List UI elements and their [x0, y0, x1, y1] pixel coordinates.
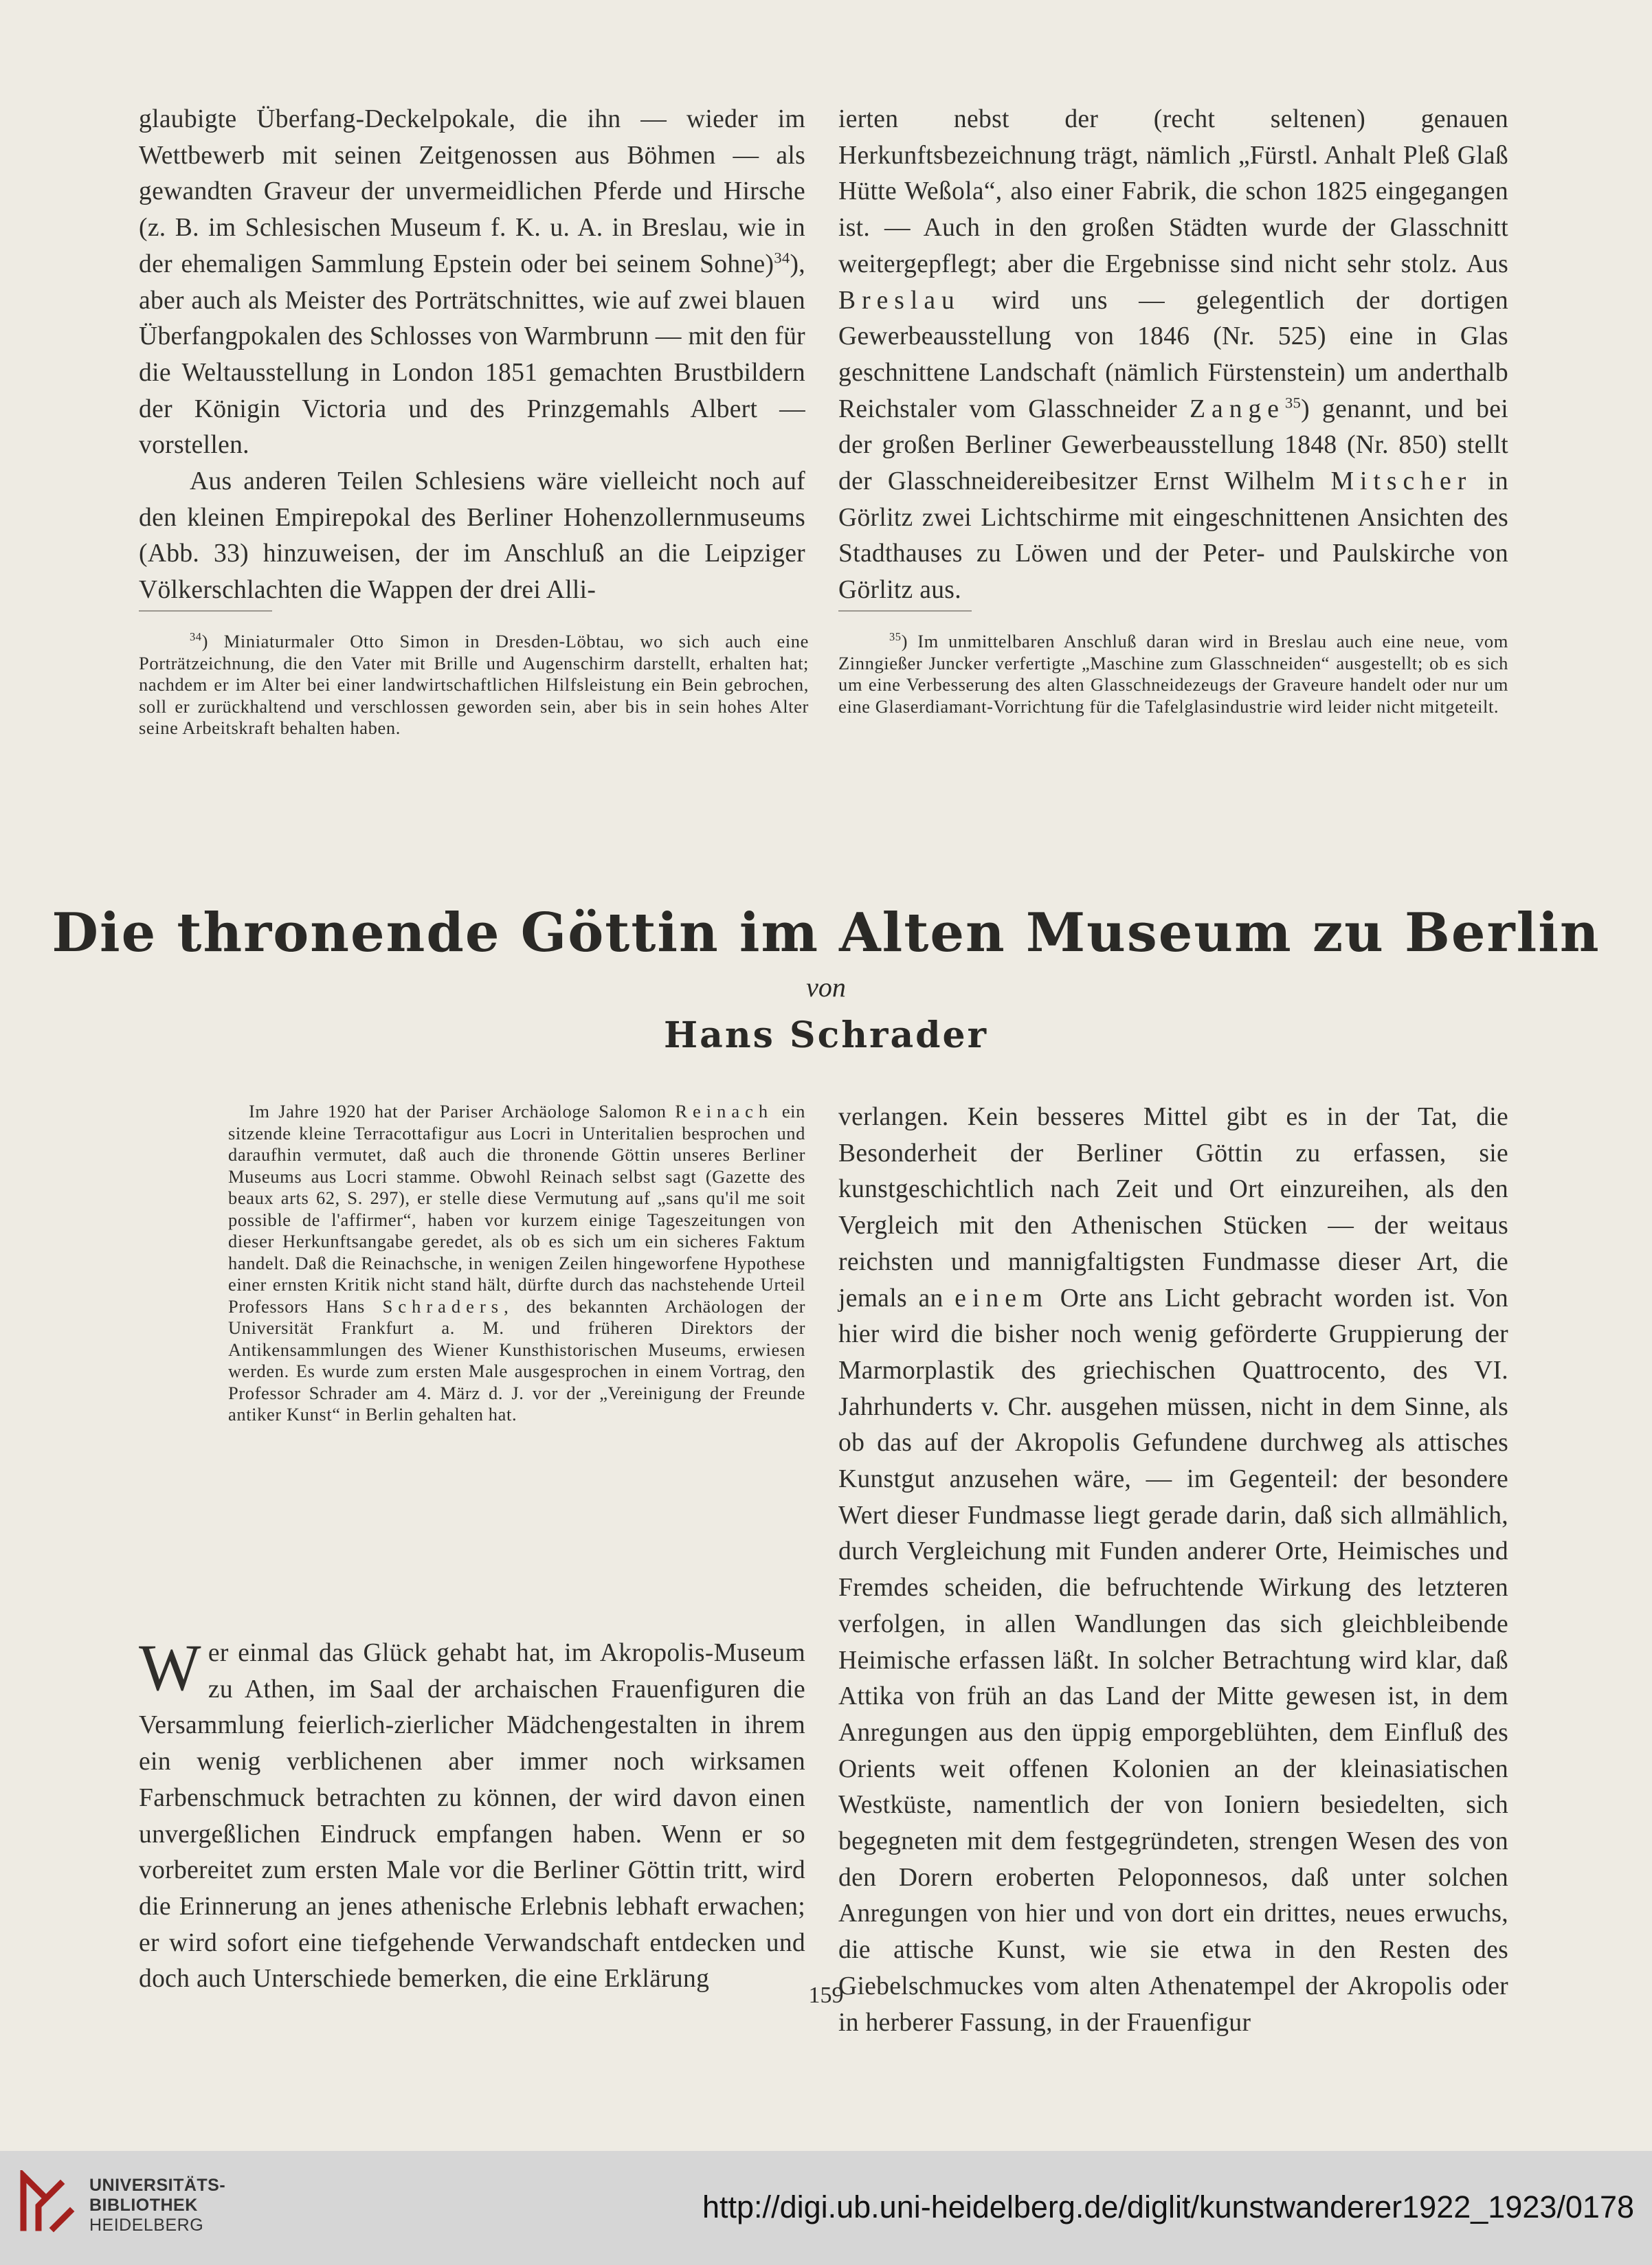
text: Orte ans Licht gebracht worden ist. Von hier wird die bisher noch wenig geförderte Gruppierung der Marmorplastik des griechischen Quattrocento, des VI. Jahrhunderts v. Chr. ausgehen müssen, nicht in dem Sinne, als ob das auf der Akropolis Gefundene durchweg als attisches Kunstgut anzusehen wäre, — im Gegenteil: der besondere Wert dieser Fundmasse liegt gerade darin, daß sich allmählich, durch Vergleichung mit Funden anderer Orte, Heimisches und Fremdes scheiden, die befruchtende Wirkung des letzteren verfolgen, in allen Wandlungen das sich gleichbleibende Heimische erfassen läßt. In solcher Betrachtung wird klar, daß Attika von früh an das Land der Mitte gewesen ist, in dem Anregungen aus den üppig emporgeblühten, dem Einfluß des Orients weit offenen Kolonien an der kleinasiatischen Westküste, namentlich der von Ioniern besiedelten, sich begegneten mit dem festgegründeten, strengen Wesen des von den Dorern eroberten Peloponnesos, daß unter solchen Anregungen von hier und von dort ein drittes, neues erwuchs, die attische Kunst, wie sie etwa in den Resten des Giebelschmuckes vom alten Athenatempel der Akropolis oder in herberer Fassung, in der Frauenfigur [838, 1284, 1508, 2037]
paragraph [139, 1631, 805, 1998]
spaced-name: Breslau [838, 286, 961, 315]
text: in Görlitz zwei Lichtschirme mit eingeschnittenen Ansichten des Stadthauses zu Löwen und der Peter- und Paulskirche von Görlitz aus. [838, 467, 1509, 605]
text: ) genannt, und bei der großen Berliner Gewerbeausstellung 1848 (Nr. 850) stellt der Glasschneidereibesitzer Ernst Wilhelm [838, 394, 1508, 496]
footnote-separator [838, 610, 972, 612]
drop-cap: W [139, 1631, 201, 1704]
paragraph: Aus anderen Teilen Schlesiens wäre vielleicht noch auf den kleinen Empirepokal des Berliner Hohenzollernmuseums (Abb. 33) hinzuweisen, der im Anschluß an die Leipziger Völkerschlachten die Wappen der drei Alli- [139, 467, 805, 605]
logo-line: HEIDELBERG [89, 2216, 204, 2235]
top-right-column [838, 102, 1508, 609]
article-author: Hans Schrader [664, 1014, 988, 1056]
article-left-column [139, 1631, 805, 1998]
footnote-text [139, 631, 809, 739]
paragraph [838, 1100, 1508, 2041]
source-url-link[interactable]: http://digi.ub.uni-heidelberg.de/diglit/kunstwanderer1922_1923/0178 [702, 2189, 1634, 2224]
university-library-logo-icon[interactable] [18, 2170, 76, 2233]
text: Im Jahre 1920 hat der Pariser Archäologe Salomon [249, 1101, 667, 1122]
top-left-column [139, 102, 805, 609]
article-right-column [838, 1100, 1508, 2041]
spaced-name: Reinach [675, 1101, 774, 1122]
text: er einmal das Glück gehabt hat, im Akropolis-Museum zu Athen, im Saal der archaischen Frauenfiguren die Versammlung feierlich-zierlicher Mädchengestalten in ihrem ein wenig verblichenen aber immer noch wirksamen Farbenschmuck betrachten zu können, der wird davon einen unvergeßlichen Eindruck empfangen haben. Wenn er so vorbereitet zum ersten Male vor die Berliner Göttin tritt, wird die Erinnerung an jenes athenische Erlebnis lebhaft erwachen; er wird sofort eine tiefgehende Verwandschaft entdecken und doch auch Unterschiede bemerken, die eine Erklärung [139, 1639, 805, 1994]
text: glaubigte Überfang-Deckelpokale, die ihn — wieder im Wettbewerb mit seinen Zeitgenossen aus Böhmen — als gewandten Graveur der unvermeidlichen Pferde und Hirsche (z. B. im Schlesischen Museum f. K. u. A. in Breslau, wie in der ehemaligen Sammlung Epstein oder bei seinem Sohne) [139, 105, 805, 278]
text: ) Im unmittelbaren Anschluß daran wird in Breslau auch eine neue, vom Zinngießer Juncker verfertigte „Maschine zum Glasschneiden“ ausgestellt; ob es sich um eine Verbesserung des alten Glasschneidezeugs der Graveure handelt oder nur um eine Glaserdiamant-Vorrichtung für die Tafelglasindustrie wird leider nicht mitgeteilt. [838, 631, 1508, 717]
footnote-text [838, 631, 1508, 717]
text: ), aber auch als Meister des Porträtschnittes, wie auf zwei blauen Überfangpokalen des Schlosses von Warmbrunn — mit den für die Weltausstellung in London 1851 gemachten Brustbildern der Königin Victoria und des Prinzgemahls Albert — vorstellen. [139, 249, 805, 460]
footnote-number: 34 [190, 630, 202, 644]
footnote-35 [838, 631, 1508, 717]
footnote-34 [139, 631, 809, 739]
editorial-intro [228, 1101, 805, 1426]
footnote-ref[interactable]: 34 [774, 249, 790, 267]
logo-line: BIBLIOTHEK [89, 2196, 198, 2215]
digitization-footer [0, 2151, 1652, 2265]
footnote-ref[interactable]: 35 [1284, 394, 1302, 412]
paragraph [139, 102, 805, 464]
spaced-name: Schraders [382, 1295, 504, 1317]
paragraph [228, 1101, 805, 1426]
text: , des bekannten Archäologen der Universität Frankfurt a. M. und früheren Direktors der Antikensammlungen des Wiener Kunsthistorischen Museums, erwiesen werden. Es wurde zum ersten Male ausgesprochen in einem Vortrag, den Professor Schrader am 4. März d. J. vor der „Vereinigung der Freunde antiker Kunst“ in Berlin gehalten hat. [228, 1295, 805, 1425]
article-byline-von: von [806, 972, 846, 1003]
text: verlangen. Kein besseres Mittel gibt es in der Tat, die Besonderheit der Berliner Göttin zu erfassen, sie kunstgeschichtlich nach Zeit und Ort einzureihen, als den Vergleich mit den Athenischen Stücken — der weitaus reichsten und mannigfaltigsten Fundmasse dieser Art, die jemals an [838, 1103, 1508, 1313]
logo-text[interactable] [89, 2176, 225, 2235]
page-number: 159 [808, 1983, 844, 2008]
text: ein sitzende kleine Terracottafigur aus Locri in Unteritalien besprochen und daraufhin vermutet, daß auch die thronende Göttin unseres Berliner Museums aus Locri stamme. Obwohl Reinach selbst sagt (Gazette des beaux arts 62, S. 297), er stelle diese Vermutung auf „sans qu'il me soit possible de l'affirmer“, haben vor kurzem einige Tageszeitungen von dieser Herkunftsangabe geredet, als ob es sich um ein sicheres Faktum handelt. Daß die Reinachsche, in wenigen Zeilen hingeworfene Hypothese einer ernsten Kritik nicht stand hält, dürfte durch das nachstehende Urteil Professors Hans [228, 1101, 805, 1317]
spaced-name: Zange [1190, 394, 1285, 423]
text: ) Miniaturmaler Otto Simon in Dresden-Löbtau, wo sich auch eine Porträtzeichnung, die den Vater mit Brille und Augenschirm darstellt, erhalten hat; nachdem er im Alter bei einer landwirtschaftlichen Hilfsleistung ein Bein gebrochen, soll er zurückhaltend und verschlossen geworden sein, aber bis in sein hohes Alter seine Arbeitskraft behalten haben. [139, 631, 809, 738]
logo-line: UNIVERSITÄTS- [89, 2176, 226, 2195]
footnote-number: 35 [889, 630, 902, 644]
text: wird uns — gelegentlich der dortigen Gewerbeausstellung von 1846 (Nr. 525) eine in Glas geschnittene Landschaft (nämlich Fürstenstein) um anderthalb Reichstaler vom Glasschneider [838, 286, 1508, 423]
article-title: Die thronende Göttin im Alten Museum zu Berlin [52, 902, 1600, 964]
paragraph [838, 102, 1508, 609]
spaced-word: einem [955, 1284, 1049, 1313]
footnote-separator [139, 610, 272, 612]
spaced-name: Mitscher [1330, 467, 1473, 496]
text: ierten nebst der (recht seltenen) genauen Herkunftsbezeichnung trägt, nämlich „Fürstl. Anhalt Pleß Glaß Hütte Weßola“, also einer Fabrik, die schon 1825 eingegangen ist. — Auch in den großen Städten wurde der Glasschnitt weitergepflegt; aber die Ergebnisse sind nicht sehr stolz. Aus [838, 105, 1508, 278]
